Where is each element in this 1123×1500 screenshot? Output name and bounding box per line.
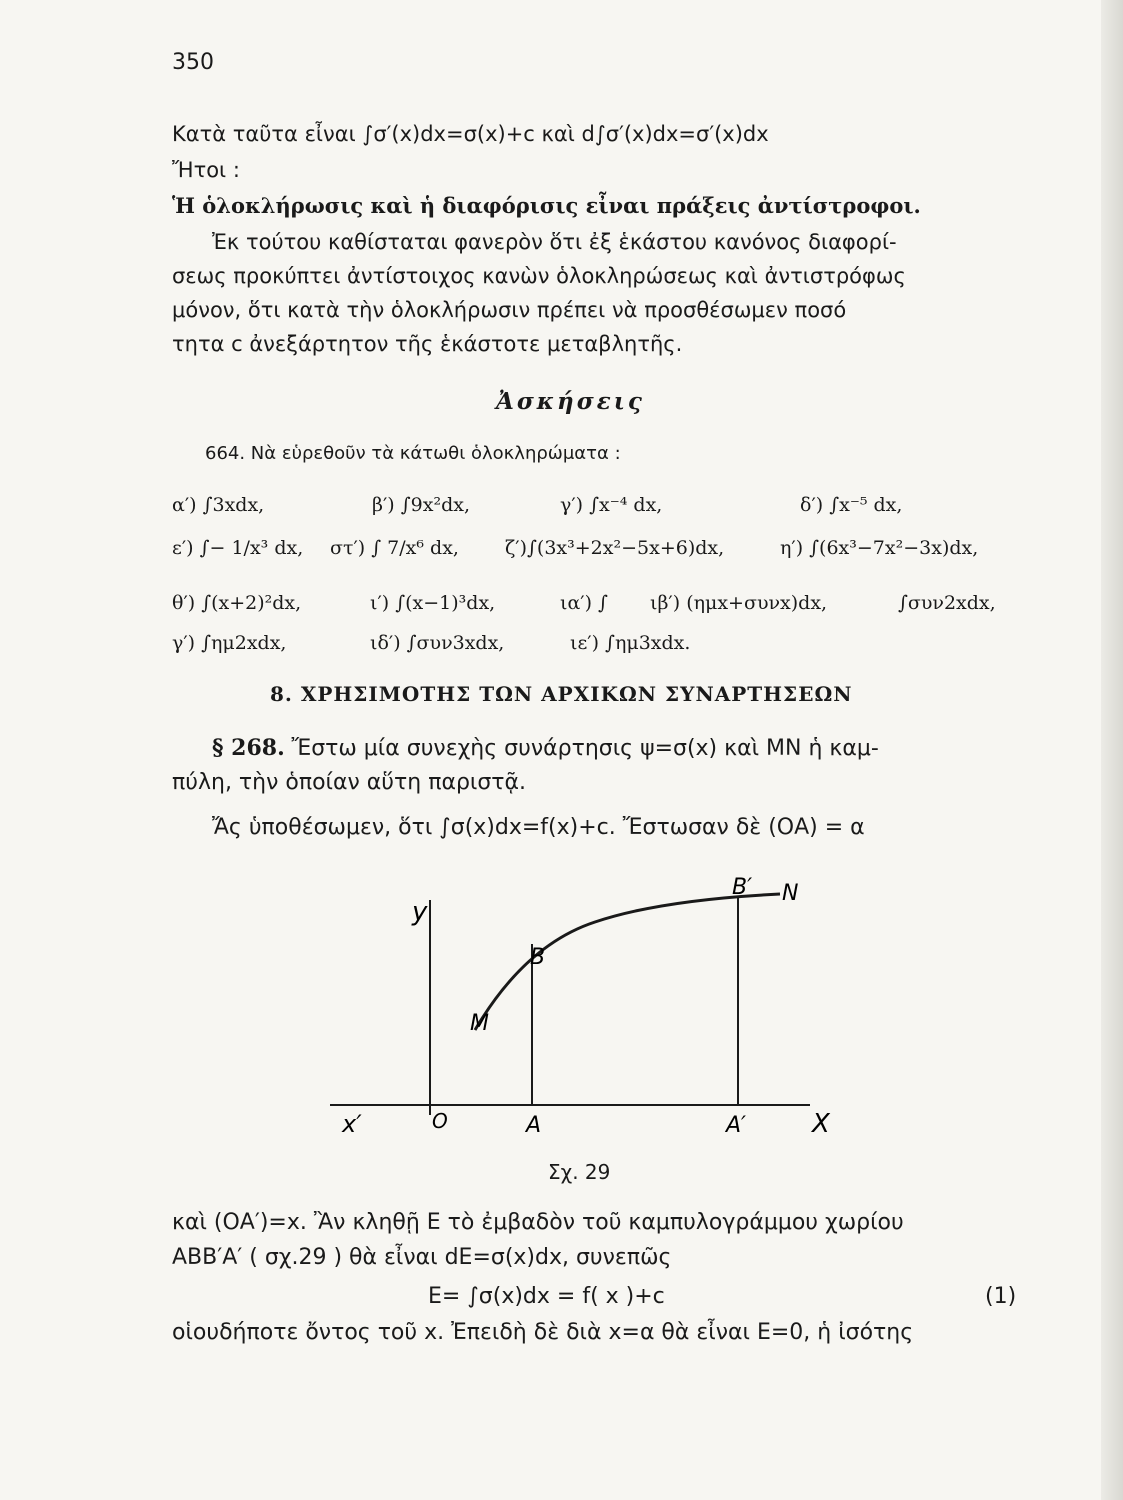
figure-caption: Σχ. 29 (548, 1160, 611, 1184)
label-x: X (812, 1109, 830, 1139)
label-b: B (530, 945, 546, 970)
exercises-heading: Ἀσκήσεις (496, 388, 645, 415)
exercise-st: στ′) ∫ 7/x⁶ dx, (330, 537, 459, 559)
theorem-statement: Ἡ ὁλοκλήρωσις καὶ ἡ διαφόρισις εἶναι πράξεις ἀντίστροφοι. (172, 193, 921, 218)
label-o: O (432, 1109, 448, 1133)
equation-number: (1) (985, 1284, 1017, 1309)
exercise-b: β′) ∫9x²dx, (372, 494, 470, 516)
line-4: Ἐκ τούτου καθίσταται φανερὸν ὅτι ἐξ ἑκάστου κανόνος διαφορί- (212, 230, 897, 254)
exercise-th: θ′) ∫(x+2)²dx, (172, 592, 302, 614)
after-line-2: ΑΒΒ′Α′ ( σχ.29 ) θὰ εἶναι dE=σ(x)dx, συνεπῶς (172, 1245, 672, 1270)
exercise-g2: γ′) ∫ημ2xdx, (172, 632, 287, 654)
label-b-prime: B′ (732, 875, 753, 900)
label-m: M (470, 1011, 489, 1036)
page-edge (1101, 0, 1123, 1500)
section-number: § 268. (212, 735, 285, 761)
section-paragraph-1 (212, 735, 879, 761)
exercise-id: ιδ′) ∫συν3xdx, (370, 632, 505, 654)
label-y: y (412, 897, 428, 927)
page-number: 350 (172, 50, 214, 75)
line-5: σεως προκύπτει ἀντίστοιχος κανὼν ὁλοκληρώσεως καὶ ἀντιστρόφως (172, 264, 906, 288)
exercise-c: γ′) ∫x⁻⁴ dx, (560, 494, 663, 516)
exercise-intro: 664. Νὰ εὑρεθοῦν τὰ κάτωθι ὁλοκληρώματα : (205, 443, 621, 464)
line-7: τητα c ἀνεξάρτητον τῆς ἑκάστοτε μεταβλητῆς. (172, 332, 683, 356)
equation-1: E= ∫σ(x)dx = f( x )+c (428, 1284, 665, 1309)
exercise-ia: ια′) ∫ (560, 592, 608, 614)
after-line-3: οἱουδήποτε ὄντος τοῦ x. Ἐπειδὴ δὲ διὰ x=α θὰ εἶναι E=0, ἡ ἰσότης (172, 1320, 914, 1345)
line-1: Κατὰ ταῦτα εἶναι ∫σ′(x)dx=σ(x)+c καὶ d∫σ′(x)dx=σ′(x)dx (172, 122, 769, 146)
label-a-prime: A′ (726, 1113, 747, 1138)
section-heading: 8. ΧΡΗΣΙΜΟΤΗΣ ΤΩΝ ΑΡΧΙΚΩΝ ΣΥΝΑΡΤΗΣΕΩΝ (270, 682, 853, 706)
section-paragraph-2: πύλη, τὴν ὁποίαν αὕτη παριστᾷ. (172, 770, 527, 795)
exercise-h: η′) ∫(6x³−7x²−3x)dx, (780, 537, 979, 559)
line-2: Ἤτοι : (172, 158, 240, 182)
section-paragraph-3: Ἄς ὑποθέσωμεν, ὅτι ∫σ(x)dx=f(x)+c. Ἔστωσαν δὲ (ΟΑ) = α (212, 815, 865, 840)
exercise-ib-2: ∫συν2xdx, (898, 592, 996, 614)
after-line-1: καὶ (ΟΑ′)=x. Ἂν κληθῇ Ε τὸ ἐμβαδὸν τοῦ καμπυλογράμμου χωρίου (172, 1210, 904, 1235)
label-x-prime: x′ (342, 1110, 362, 1138)
line-6: μόνον, ὅτι κατὰ τὴν ὁλοκλήρωσιν πρέπει νὰ προσθέσωμεν ποσό (172, 298, 847, 322)
figure-29 (320, 860, 860, 1150)
label-a: A (526, 1113, 542, 1138)
exercise-i: ι′) ∫(x−1)³dx, (370, 592, 496, 614)
exercise-ie: ιε′) ∫ημ3xdx. (570, 632, 691, 654)
exercise-ib: ιβ′) (ημx+συνx)dx, (650, 592, 828, 614)
label-n: N (782, 881, 799, 906)
section-text-1: Ἔστω μία συνεχὴς συνάρτησις ψ=σ(x) καὶ ΜΝ ἡ καμ- (291, 736, 879, 761)
exercise-a: α′) ∫3xdx, (172, 494, 265, 516)
exercise-e: ε′) ∫− 1/x³ dx, (172, 537, 304, 559)
exercise-z: ζ′)∫(3x³+2x²−5x+6)dx, (505, 537, 725, 559)
exercise-d: δ′) ∫x⁻⁵ dx, (800, 494, 903, 516)
curve-mn (475, 894, 780, 1030)
